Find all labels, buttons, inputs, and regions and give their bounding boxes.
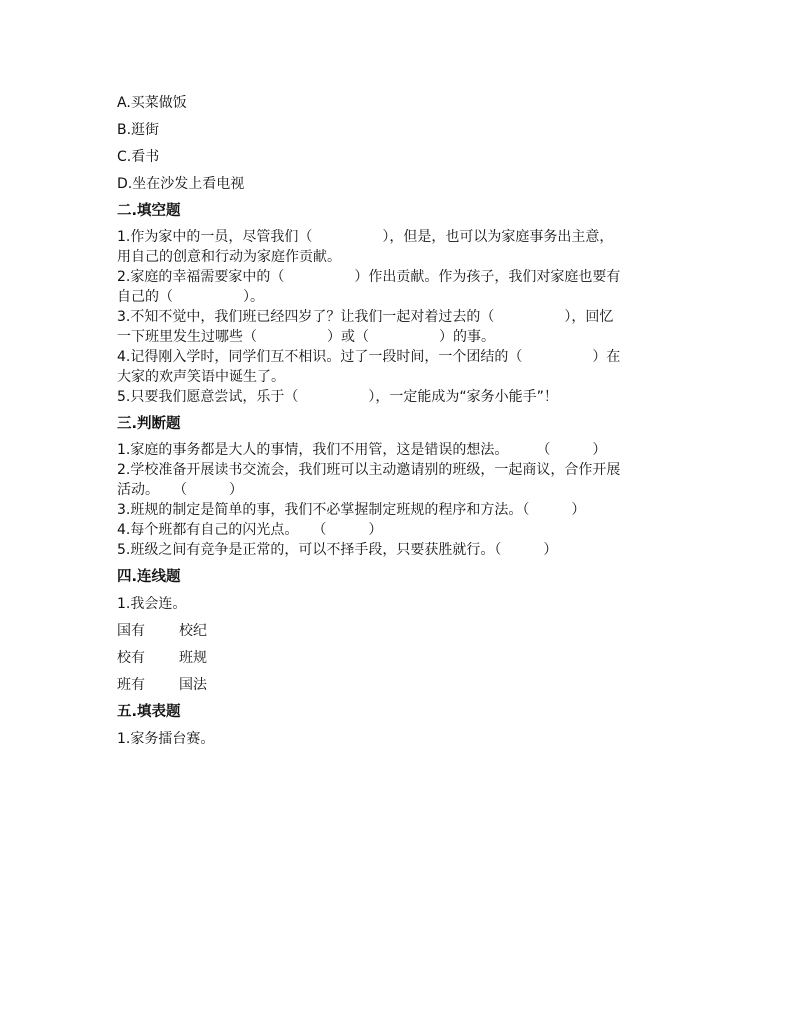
true-false-line: 2.学校准备开展读书交流会，我们班可以主动邀请别的班级，一起商议，合作开展 — [117, 462, 621, 478]
true-false-line: 1.家庭的事务都是大人的事情，我们不用管，这是错误的想法。 （ ） — [117, 442, 607, 458]
fill-blank-line: 5.只要我们愿意尝试，乐于（ ），一定能成为“家务小能手”！ — [117, 389, 558, 405]
fill-blank-line: 2.家庭的幸福需要家中的（ ）作出贡献。作为孩子，我们对家庭也要有 — [117, 269, 621, 285]
option-a: A.买菜做饭 — [117, 95, 187, 111]
true-false-line: 活动。 （ ） — [117, 482, 243, 498]
fill-blank-questions — [117, 225, 677, 411]
matching-left-item: 班有 — [117, 677, 145, 693]
option-c: C.看书 — [117, 149, 160, 165]
matching-table — [117, 618, 677, 699]
matching-question: 1.我会连。 — [117, 596, 187, 612]
matching-row — [117, 645, 677, 672]
fill-blank-line: 1.作为家中的一员，尽管我们（ ），但是，也可以为家庭事务出主意， — [117, 229, 614, 245]
option-d: D.坐在沙发上看电视 — [117, 176, 245, 192]
fill-blank-line: 一下班里发生过哪些（ ）或（ ）的事。 — [117, 329, 495, 345]
matching-left-item: 国有 — [117, 623, 145, 639]
true-false-line: 5.班级之间有竞争是正常的，可以不择手段，只要获胜就行。（ ） — [117, 542, 558, 558]
options-list — [117, 90, 677, 198]
worksheet-page — [117, 90, 677, 753]
fill-blank-line: 3.不知不觉中，我们班已经四岁了？让我们一起对着过去的（ ），回忆 — [117, 309, 614, 325]
true-false-questions — [117, 438, 677, 564]
section-title-table-fill: 五.填表题 — [117, 704, 181, 720]
fill-blank-line: 4.记得刚入学时，同学们互不相识。过了一段时间，一个团结的（ ）在 — [117, 349, 621, 365]
matching-right-item: 国法 — [179, 677, 207, 693]
option-b: B.逛街 — [117, 122, 160, 138]
fill-blank-line: 大家的欢声笑语中诞生了。 — [117, 369, 285, 385]
matching-row — [117, 618, 677, 645]
fill-blank-line: 自己的（ ）。 — [117, 289, 264, 305]
section-title-matching: 四.连线题 — [117, 569, 181, 585]
true-false-line: 3.班规的制定是简单的事，我们不必掌握制定班规的程序和方法。（ ） — [117, 502, 586, 518]
section-title-true-false: 三.判断题 — [117, 416, 181, 432]
matching-right-item: 班规 — [179, 650, 207, 666]
matching-left-item: 校有 — [117, 650, 145, 666]
matching-right-item: 校纪 — [179, 623, 207, 639]
fill-blank-line: 用自己的创意和行动为家庭作贡献。 — [117, 249, 341, 265]
true-false-line: 4.每个班都有自己的闪光点。 （ ） — [117, 522, 383, 538]
matching-row — [117, 672, 677, 699]
table-fill-question: 1.家务擂台赛。 — [117, 731, 215, 747]
section-title-fill-blank: 二.填空题 — [117, 203, 181, 219]
